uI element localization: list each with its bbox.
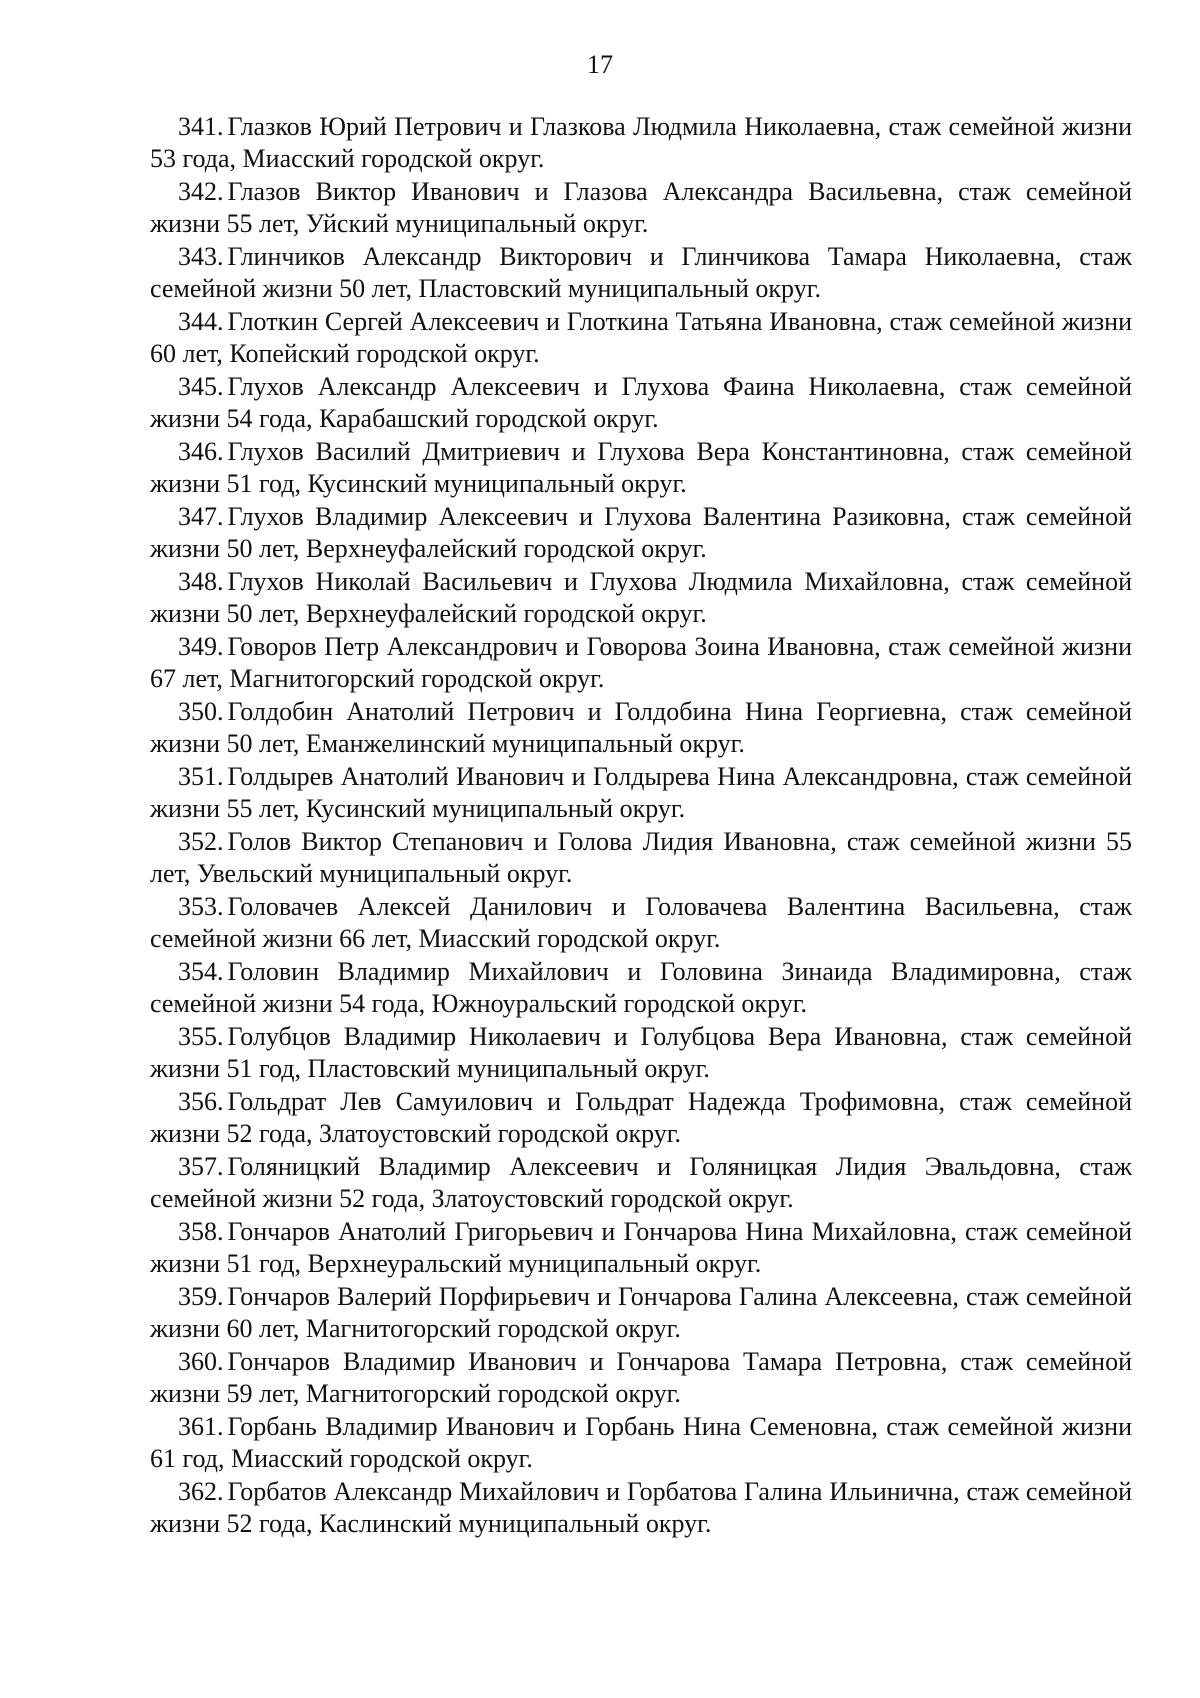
entry-number: 348. — [178, 567, 224, 596]
entry-text: Глинчиков Александр Викторович и Глинчикова Тамара Николаевна, стаж семейной жизни 50 лет, Пластовский муниципальный округ. — [150, 242, 1132, 303]
entry-text: Говоров Петр Александрович и Говорова Зоина Ивановна, стаж семейной жизни 67 лет, Магнитогорский городской округ. — [150, 632, 1132, 693]
entry-number: 355. — [178, 1022, 224, 1051]
entry-text: Гончаров Анатолий Григорьевич и Гончарова Нина Михайловна, стаж семейной жизни 51 год, Верхнеуральский муниципальный округ. — [150, 1217, 1132, 1278]
entry-number: 344. — [178, 307, 224, 336]
entry-text: Голдырев Анатолий Иванович и Голдырева Нина Александровна, стаж семейной жизни 55 лет, Кусинский муниципальный округ. — [150, 762, 1132, 823]
entry-number: 361. — [178, 1412, 224, 1441]
entry-number: 362. — [178, 1477, 224, 1506]
entry-number: 358. — [178, 1217, 224, 1246]
entry-text: Головачев Алексей Данилович и Головачева Валентина Васильевна, стаж семейной жизни 66 лет, Миасский городской округ. — [150, 892, 1132, 953]
entry-text: Гончаров Валерий Порфирьевич и Гончарова Галина Алексеевна, стаж семейной жизни 60 лет, Магнитогорский городской округ. — [150, 1282, 1132, 1343]
entry-number: 349. — [178, 632, 224, 661]
entry-number: 345. — [178, 372, 224, 401]
entry-number: 350. — [178, 697, 224, 726]
award-list — [150, 111, 1132, 1541]
list-item — [150, 1476, 1132, 1540]
entry-number: 341. — [178, 112, 224, 141]
list-item — [150, 761, 1132, 825]
entry-text: Глухов Александр Алексеевич и Глухова Фаина Николаевна, стаж семейной жизни 54 года, Карабашский городской округ. — [150, 372, 1132, 433]
entry-number: 360. — [178, 1347, 224, 1376]
entry-text: Голдобин Анатолий Петрович и Голдобина Нина Георгиевна, стаж семейной жизни 50 лет, Еманжелинский муниципальный округ. — [150, 697, 1132, 758]
entry-text: Гончаров Владимир Иванович и Гончарова Тамара Петровна, стаж семейной жизни 59 лет, Магнитогорский городской округ. — [150, 1347, 1132, 1408]
list-item — [150, 1281, 1132, 1345]
entry-text: Глоткин Сергей Алексеевич и Глоткина Татьяна Ивановна, стаж семейной жизни 60 лет, Копейский городской округ. — [150, 307, 1132, 368]
entry-number: 356. — [178, 1087, 224, 1116]
list-item — [150, 1151, 1132, 1215]
list-item — [150, 176, 1132, 240]
entry-text: Голов Виктор Степанович и Голова Лидия Ивановна, стаж семейной жизни 55 лет, Увельский муниципальный округ. — [150, 827, 1132, 888]
list-item — [150, 241, 1132, 305]
entry-number: 353. — [178, 892, 224, 921]
list-item — [150, 111, 1132, 175]
entry-text: Глухов Николай Васильевич и Глухова Людмила Михайловна, стаж семейной жизни 50 лет, Верхнеуфалейский городской округ. — [150, 567, 1132, 628]
entry-number: 346. — [178, 437, 224, 466]
list-item — [150, 826, 1132, 890]
list-item — [150, 696, 1132, 760]
list-item — [150, 566, 1132, 630]
entry-text: Головин Владимир Михайлович и Головина Зинаида Владимировна, стаж семейной жизни 54 года, Южноуральский городской округ. — [150, 957, 1132, 1018]
entry-number: 347. — [178, 502, 224, 531]
entry-text: Глазов Виктор Иванович и Глазова Александра Васильевна, стаж семейной жизни 55 лет, Уйский муниципальный округ. — [150, 177, 1132, 238]
entry-number: 357. — [178, 1152, 224, 1181]
list-item — [150, 1216, 1132, 1280]
list-item — [150, 891, 1132, 955]
page-number: 17 — [587, 50, 613, 79]
entry-text: Глухов Владимир Алексеевич и Глухова Валентина Разиковна, стаж семейной жизни 50 лет, Верхнеуфалейский городской округ. — [150, 502, 1132, 563]
entry-text: Глазков Юрий Петрович и Глазкова Людмила Николаевна, стаж семейной жизни 53 года, Миасский городской округ. — [150, 112, 1132, 173]
list-item — [150, 1021, 1132, 1085]
list-item — [150, 371, 1132, 435]
entry-number: 342. — [178, 177, 224, 206]
entry-text: Гольдрат Лев Самуилович и Гольдрат Надежда Трофимовна, стаж семейной жизни 52 года, Златоустовский городской округ. — [150, 1087, 1132, 1148]
list-item — [150, 631, 1132, 695]
list-item — [150, 956, 1132, 1020]
list-item — [150, 501, 1132, 565]
entry-number: 354. — [178, 957, 224, 986]
entry-number: 343. — [178, 242, 224, 271]
entry-number: 359. — [178, 1282, 224, 1311]
list-item — [150, 1086, 1132, 1150]
entry-text: Горбатов Александр Михайлович и Горбатова Галина Ильинична, стаж семейной жизни 52 года, Каслинский муниципальный округ. — [150, 1477, 1132, 1538]
entry-text: Горбань Владимир Иванович и Горбань Нина Семеновна, стаж семейной жизни 61 год, Миасский городской округ. — [150, 1412, 1132, 1473]
entry-number: 352. — [178, 827, 224, 856]
list-item — [150, 1346, 1132, 1410]
list-item — [150, 306, 1132, 370]
entry-number: 351. — [178, 762, 224, 791]
entry-text: Голяницкий Владимир Алексеевич и Голяницкая Лидия Эвальдовна, стаж семейной жизни 52 года, Златоустовский городской округ. — [150, 1152, 1132, 1213]
entry-text: Голубцов Владимир Николаевич и Голубцова Вера Ивановна, стаж семейной жизни 51 год, Пластовский муниципальный округ. — [150, 1022, 1132, 1083]
list-item — [150, 1411, 1132, 1475]
list-item — [150, 436, 1132, 500]
entry-text: Глухов Василий Дмитриевич и Глухова Вера Константиновна, стаж семейной жизни 51 год, Кусинский муниципальный округ. — [150, 437, 1132, 498]
